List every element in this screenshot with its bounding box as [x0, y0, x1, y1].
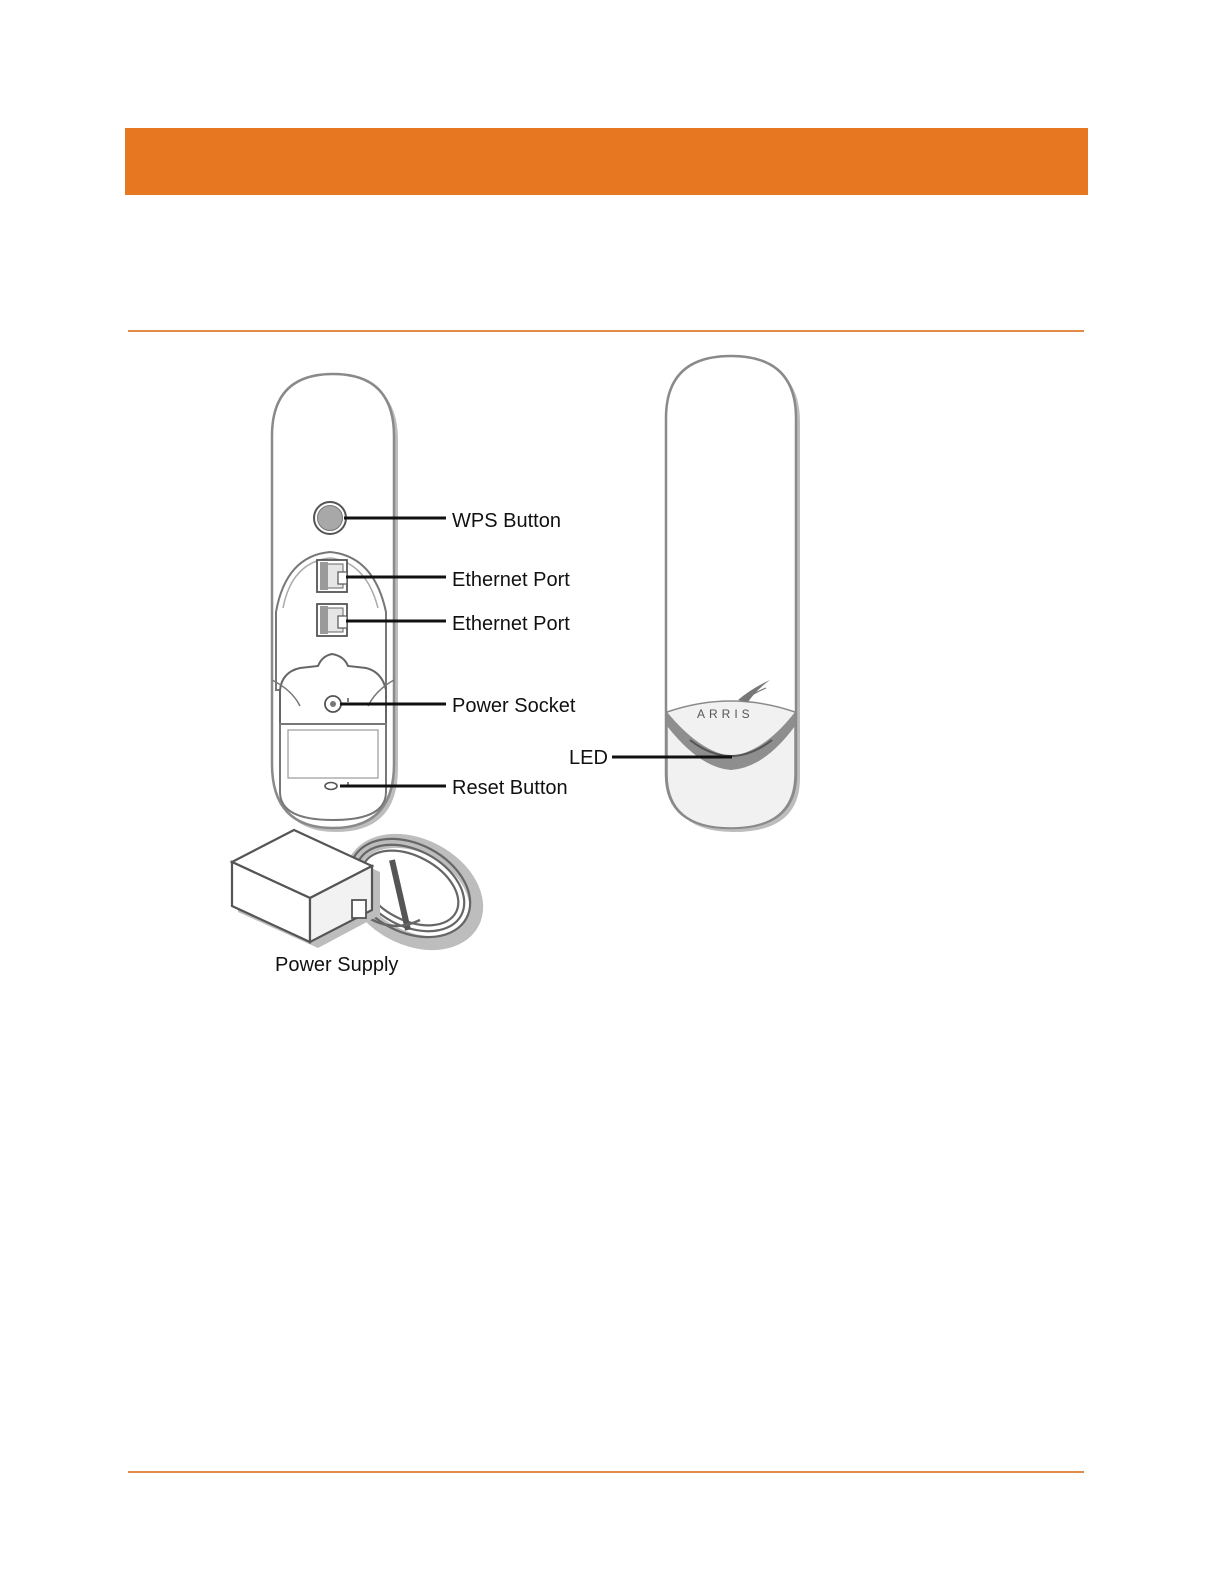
power-socket-label: Power Socket [452, 695, 576, 717]
ethernet-port-2-illustration [317, 604, 347, 636]
rear-device-illustration [272, 374, 398, 832]
ethernet-port-1-label: Ethernet Port [452, 569, 570, 591]
power-supply-illustration [232, 819, 494, 976]
arris-logo-text: ARRIS [697, 707, 754, 721]
wps-button-illustration [314, 502, 346, 534]
ethernet-port-2-label: Ethernet Port [452, 613, 570, 635]
bottom-rule [128, 1471, 1084, 1473]
reset-button-label: Reset Button [452, 777, 568, 799]
ethernet-port-1-illustration [317, 560, 347, 592]
front-device-illustration [666, 356, 800, 832]
power-supply-label: Power Supply [275, 954, 399, 976]
led-label: LED [569, 747, 608, 769]
wps-button-label: WPS Button [452, 510, 561, 532]
